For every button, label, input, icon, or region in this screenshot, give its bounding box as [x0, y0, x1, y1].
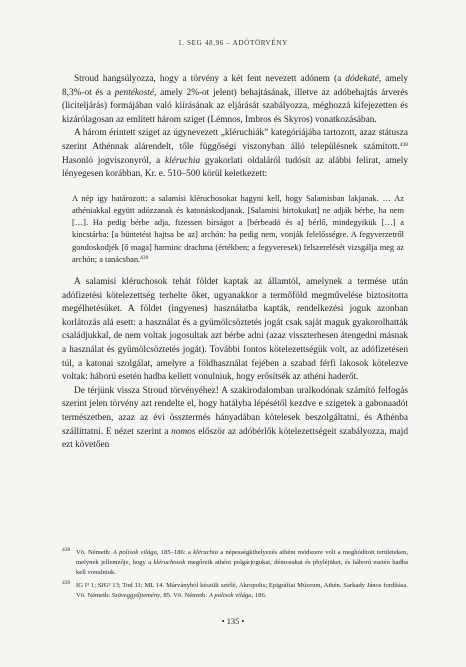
text-run: először az adóbérlők kötelezettségeit szabályozza, majd ezt követően [62, 426, 408, 451]
italic-term: A polisok világa [112, 549, 157, 556]
text-run: gyakorlati oldaláról tudósít az alábbi felirat, amely lényegesen korábban, Kr. e. 510–500 körül keletkezett: [62, 155, 408, 180]
block-quote [62, 193, 408, 266]
text-run: A három érintett sziget az úgynevezett „kléruchiák” kategóriájába tartozott, azaz státusza szerint Athénnak alárendelt, tőle függőségi viszonyban álló településnek számított. [62, 128, 408, 152]
text-run: , 185–186: a [156, 549, 194, 556]
text-run: Stroud hangsúlyozza, hogy a törvény a két fent nevezett adónem (a [74, 74, 346, 84]
paragraph [62, 73, 408, 127]
text-run: A nép így határozott: a salamisi kléruchosokat hagyni kell, hogy Salamisban lakjanak. … Az athéniakkal együtt adózzanak és katonáskodjanak. [Salamisi birtokukat] ne adják bérbe, ha nem […]. Ha pedig bérbe adja, fizessen bírságot a [bérbeadó és a] bérlő, mindegyikük […] a kincstárba: [a büntetést hajtsa be az] archón: ha pedig nem, vonják felelősségre. A fegyverzetről gondoskodjék [ő maga] harminc drachma (értékben; a fegyveresek) felszerelését vizsgálja meg az archón; a tanácsban. [72, 193, 404, 264]
italic-term: pentékosté [114, 87, 155, 98]
text-run: , amely 2%-ot jelent) behajtásának, illetve az adóbehajtás árverés (liciteljárás) formájában való kiírásának az eljárását szabályozza, méghozzá kifejezetten és kizárólagosan az említett három sziget (Lémnos, Imbros és Skyros) vonatkozásában. [62, 87, 408, 125]
main-text [62, 73, 408, 453]
italic-term: kléruchosok [153, 559, 186, 566]
text-run: IG I³ 1; SIG³ 13; Tod 11; ML 14. Márványból készült sztélé, Akropolis; Epigráfiai Múzeum, Athén. Sarkady János fordítása. Vö. Németh: [76, 582, 408, 599]
italic-term: kléruchia [193, 549, 219, 556]
italic-term: dódekaté [345, 74, 379, 84]
text-run: megőrzik athéni polgárjogukat, démosukat és phyléjüket, és háború esetén hadba kell vonulniuk. [76, 559, 408, 576]
footnote-number: 439 [62, 580, 71, 586]
footnote-number: 438 [62, 547, 71, 553]
footnote [62, 581, 408, 601]
footnote [62, 548, 408, 578]
italic-term: Szöveggyűjtemény [111, 592, 161, 599]
text-run: De térjünk vissza Stroud törvényéhez! A szakirodalomban uralkodónak számító felfogás szerint jelen törvény azt rendelte el, hogy hatályba lépésétől kezdve e szigetek a gabonaadót természetben, azaz az évi össztermés hányadában kötelesek beszolgáltatni, és Athénba szállíttatni. E nézet szerint a [62, 385, 408, 437]
page-number: • 135 • [221, 617, 245, 626]
italic-term: nomos [171, 426, 196, 437]
text-run: A salamisi kléruchosok tehát földet kaptak az államtól, amelynek a termése után adófizetési kötelezettség terhelte őket, ugyanakkor a termőföld megművelése biztosította megélhetésüket. A földet (ingyenes) használatba kapták, rendelkezési joguk azonban korlátozás alá esett: a használat és a gyümölcsöztetés jogát csak saját maguk gyakorolhatták családjukkal, de nem voltak jogosultak azt bérbe adni (azaz visszterhesen átengedni másnak a használat és gyümölcsöztetés jogát). További fontos kötelezettségük volt, az adófizetésen túl, a katonai szolgálat, amelyre a földhasználat fejében a szabad férfi lakosok kötelezve voltak: háború esetén hadba kellett vonulniuk, hogy erősítsék az athéni haderőt. [62, 276, 408, 383]
paragraph [62, 127, 408, 181]
footnotes [62, 548, 408, 604]
italic-term: kléruchia [164, 155, 201, 166]
paragraph [62, 276, 408, 385]
text-run: , amely 8,3%-ot és a [62, 74, 408, 98]
footnote-ref: 439 [140, 254, 149, 261]
text-run: a népességkihelyezés athéni módszere volt a meghódított területeken, melynek jellemzője, hogy a [76, 549, 408, 566]
text-run: , 186. [251, 592, 267, 599]
text-run: Hasonló jogviszonyról, a [62, 155, 165, 166]
italic-term: A polisok világa [208, 592, 252, 599]
paragraph [62, 385, 408, 453]
text-run: Vö. Németh: [76, 549, 113, 556]
running-header: 1. SEG 48,96 – ADÓTÖRVÉNY [178, 39, 288, 47]
quote-text [72, 193, 404, 266]
text-run: , 85. Vö. Németh: [160, 592, 209, 599]
footnote-ref: 438 [399, 141, 408, 148]
